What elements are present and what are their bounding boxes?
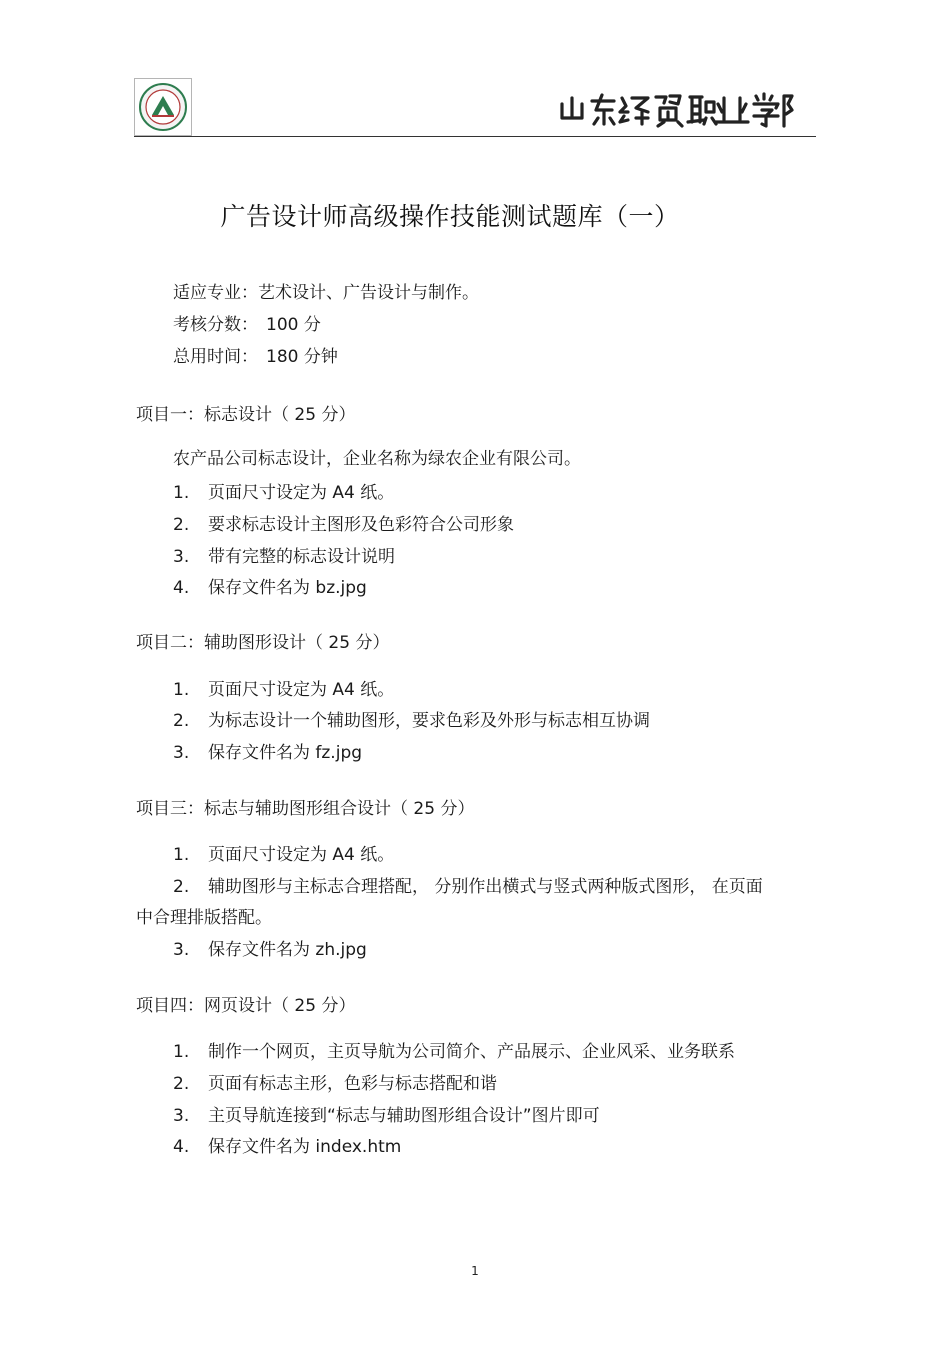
item-number: 2.: [173, 877, 190, 897]
item-text: 保存文件名为 fz.jpg: [208, 743, 363, 763]
header-rule: [134, 136, 816, 137]
page-number: 1: [471, 1264, 479, 1278]
item-text: 页面有标志主形，色彩与标志搭配和谐: [208, 1074, 497, 1094]
item-text: 页面尺寸设定为 A4 纸。: [208, 483, 395, 503]
item-number: 4.: [173, 1137, 190, 1157]
item-text: 要求标志设计主图形及色彩符合公司形象: [208, 515, 514, 535]
project1-item: [173, 573, 367, 598]
project2-item: [173, 706, 650, 731]
project3-item: [173, 840, 394, 865]
project3-item-continuation: 中合理排版搭配。: [136, 908, 272, 928]
item-number: 3.: [173, 1106, 190, 1126]
page-title: 广告设计师高级操作技能测试题库（一）: [220, 202, 680, 231]
item-number: 1.: [173, 845, 190, 865]
meta-score: [173, 310, 321, 335]
item-text: 保存文件名为 index.htm: [208, 1137, 402, 1157]
meta-label: 考核分数：: [173, 315, 258, 335]
project1-item: [173, 510, 514, 535]
meta-time: [173, 342, 338, 367]
school-emblem-icon: [134, 78, 192, 136]
project4-item: [173, 1132, 401, 1157]
project4-heading: 项目四：网页设计（ 25 分）: [136, 996, 356, 1016]
item-number: 2.: [173, 515, 190, 535]
project2-item: [173, 738, 362, 763]
meta-value: 100 分: [266, 315, 321, 335]
project4-item: [173, 1037, 735, 1062]
item-text: 为标志设计一个辅助图形，要求色彩及外形与标志相互协调: [208, 711, 650, 731]
item-text: 辅助图形与主标志合理搭配， 分别作出横式与竖式两种版式图形， 在页面: [208, 877, 763, 897]
item-text: 保存文件名为 zh.jpg: [208, 940, 367, 960]
school-name-calligraphy: [556, 88, 796, 130]
item-text: 页面尺寸设定为 A4 纸。: [208, 845, 395, 865]
item-number: 3.: [173, 743, 190, 763]
project3-item: [173, 872, 763, 897]
project1-item: [173, 478, 394, 503]
project2-item: [173, 675, 394, 700]
project4-item: [173, 1101, 600, 1126]
item-number: 2.: [173, 711, 190, 731]
project1-heading: 项目一：标志设计（ 25 分）: [136, 405, 356, 425]
meta-label: 总用时间：: [173, 347, 258, 367]
project1-intro: 农产品公司标志设计，企业名称为绿农企业有限公司。: [173, 449, 581, 469]
project3-item: [173, 935, 367, 960]
project4-item: [173, 1069, 497, 1094]
item-number: 4.: [173, 578, 190, 598]
item-number: 2.: [173, 1074, 190, 1094]
item-text: 页面尺寸设定为 A4 纸。: [208, 680, 395, 700]
item-text: 主页导航连接到“标志与辅助图形组合设计”图片即可: [208, 1106, 600, 1126]
project2-heading: 项目二：辅助图形设计（ 25 分）: [136, 633, 390, 653]
meta-major: [173, 278, 479, 303]
project1-item: [173, 542, 395, 567]
meta-value: 艺术设计、广告设计与制作。: [258, 283, 479, 303]
meta-value: 180 分钟: [266, 347, 338, 367]
item-number: 1.: [173, 483, 190, 503]
item-text: 带有完整的标志设计说明: [208, 547, 395, 567]
project3-heading: 项目三：标志与辅助图形组合设计（ 25 分）: [136, 799, 475, 819]
item-number: 1.: [173, 1042, 190, 1062]
item-text: 制作一个网页，主页导航为公司简介、产品展示、企业风采、业务联系: [208, 1042, 735, 1062]
page-header: [134, 78, 816, 138]
item-number: 3.: [173, 547, 190, 567]
item-text: 保存文件名为 bz.jpg: [208, 578, 367, 598]
item-number: 1.: [173, 680, 190, 700]
meta-label: 适应专业：: [173, 283, 258, 303]
item-number: 3.: [173, 940, 190, 960]
